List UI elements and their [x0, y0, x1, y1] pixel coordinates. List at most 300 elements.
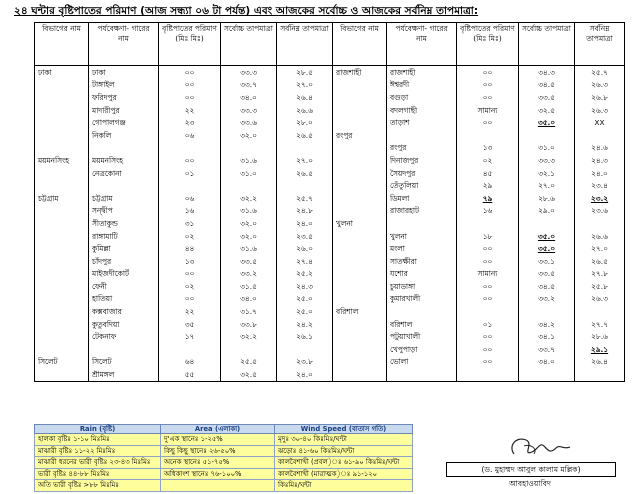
max-temp-cell: ৩২.১: [519, 167, 575, 180]
max-temp-cell: [221, 343, 277, 356]
rainfall-cell: ০০: [159, 66, 221, 79]
legend-wind-cell: মৃদুঃ ৩০-৪০ কিঃমিঃ/ঘন্টা: [275, 434, 413, 446]
min-temp-cell: ২৬.৩: [575, 104, 625, 117]
max-temp-cell: ৩২.২: [221, 192, 277, 205]
max-temp-cell: ৩২.০: [221, 129, 277, 142]
division-cell: [333, 242, 387, 255]
legend-wind-cell: ঝড়োঃ ৪১-৬০ কিঃমিঃ/ঘন্টা: [275, 445, 413, 457]
station-cell: টাঙ্গাইল: [89, 79, 159, 92]
legend-header-area: Area (এলাকা): [161, 425, 275, 434]
division-cell: [35, 343, 89, 356]
max-temp-cell: ৩২.৫: [221, 368, 277, 381]
division-cell: [35, 293, 89, 306]
division-cell: সিলেট: [35, 356, 89, 369]
legend-header-rain: Rain (বৃষ্টি): [35, 425, 161, 434]
min-temp-cell: [575, 305, 625, 318]
station-cell: নেত্রকোনা: [89, 167, 159, 180]
min-temp-cell: ২৪.৮: [277, 205, 333, 218]
rainfall-cell: ০২: [159, 230, 221, 243]
division-cell: [333, 79, 387, 92]
page-title: ২৪ ঘন্টার বৃষ্টিপাতের পরিমাণ (আজ সন্ধ্যা ০৬ টা পর্যন্ত) এবং আজকের সর্বোচ্চ ও আজকের সর্বনিম্ন তাপমাত্রা:: [14, 5, 479, 17]
station-cell: ঢাকা: [89, 66, 159, 79]
station-cell: গোপালগঞ্জ: [89, 116, 159, 129]
table-row: [35, 79, 625, 92]
rainfall-cell: ০১: [457, 318, 519, 331]
rainfall-cell: [457, 368, 519, 381]
table-row: [35, 192, 625, 205]
station-cell: মাইজদীকোর্ট: [89, 268, 159, 281]
rainfall-cell: ০০: [457, 116, 519, 129]
table-row: [35, 217, 625, 230]
division-cell: [35, 255, 89, 268]
min-temp-cell: ২৩.৪: [575, 179, 625, 192]
rainfall-cell: ০০: [457, 330, 519, 343]
rainfall-cell: ৩১: [159, 217, 221, 230]
rainfall-cell: ০৬: [159, 192, 221, 205]
min-temp-cell: ২৪.০: [277, 368, 333, 381]
max-temp-cell: ২৯.০: [519, 205, 575, 218]
min-temp-cell: ২৬.৮: [575, 91, 625, 104]
rainfall-cell: সামান্য: [457, 268, 519, 281]
station-cell: চট্টগ্রাম: [89, 192, 159, 205]
max-temp-cell: [221, 142, 277, 155]
min-temp-cell: ২৪.৩: [277, 280, 333, 293]
station-cell: শ্রীমঙ্গল: [89, 368, 159, 381]
table-row: [35, 91, 625, 104]
max-temp-cell: ৩২.৫: [519, 104, 575, 117]
station-cell: ফেনী: [89, 280, 159, 293]
min-temp-cell: ২৩.৮: [277, 356, 333, 369]
min-temp-cell: ২৭.০: [575, 242, 625, 255]
min-temp-cell: ২৫.০: [277, 305, 333, 318]
station-cell: দিনাজপুর: [387, 154, 457, 167]
table-row: [35, 343, 625, 356]
division-cell: [35, 205, 89, 218]
max-temp-cell: ৩১.৬: [221, 205, 277, 218]
min-temp-cell: ২৭.৪: [277, 255, 333, 268]
division-cell: [333, 205, 387, 218]
min-temp-cell: ২৫.৭: [277, 192, 333, 205]
max-temp-cell: ৩৪.১: [519, 330, 575, 343]
rainfall-cell: ১৮: [457, 230, 519, 243]
station-cell: [89, 142, 159, 155]
min-temp-cell: ২৪.২: [277, 318, 333, 331]
max-temp-cell: ৩৪.০: [519, 356, 575, 369]
min-temp-cell: ২৬.১: [277, 330, 333, 343]
max-temp-cell: ৩৪.২: [519, 318, 575, 331]
rainfall-cell: ০০: [159, 268, 221, 281]
table-row: [35, 116, 625, 129]
station-cell: সীতাকুন্ড: [89, 217, 159, 230]
table-row: [35, 255, 625, 268]
table-row: [35, 179, 625, 192]
legend-area-cell: অনেক স্থানেঃ ৫১-৭৫%: [161, 457, 275, 469]
station-cell: যশোর: [387, 268, 457, 281]
rainfall-cell: ০০: [457, 242, 519, 255]
station-cell: [387, 368, 457, 381]
rainfall-cell: ৪৪: [159, 242, 221, 255]
station-cell: ঈশ্বরদী: [387, 79, 457, 92]
rainfall-cell: ১৭: [159, 330, 221, 343]
min-temp-cell: ২৭.৮: [575, 268, 625, 281]
header-division: বিভাগের নাম: [333, 23, 387, 66]
legend-area-cell: কিছু কিছু স্থানেঃ ২৬-৫০%: [161, 445, 275, 457]
min-temp-cell: ২৮.০: [277, 116, 333, 129]
header-max-temp: সর্বোচ্চ তাপমাত্রা: [221, 23, 277, 66]
rainfall-cell: [457, 129, 519, 142]
division-cell: খুলনা: [333, 217, 387, 230]
min-temp-cell: ২৪.৩: [575, 154, 625, 167]
rainfall-cell: ০০: [159, 79, 221, 92]
station-cell: মাদারীপুর: [89, 104, 159, 117]
station-cell: সৈয়দপুর: [387, 167, 457, 180]
rainfall-cell: ০০: [159, 293, 221, 306]
header-rainfall: বৃষ্টিপাতের পরিমাণ (মিঃ মিঃ): [159, 23, 221, 66]
rainfall-cell: ০০: [457, 343, 519, 356]
max-temp-cell: ৩৩.৬: [221, 116, 277, 129]
division-cell: [35, 179, 89, 192]
min-temp-cell: [575, 368, 625, 381]
legend-row: [35, 457, 413, 469]
legend-row: [35, 480, 413, 492]
division-cell: [35, 142, 89, 155]
rainfall-cell: ১৩: [457, 142, 519, 155]
station-cell: খেপুপাড়া: [387, 343, 457, 356]
header-min-temp: সর্বনিম্ন তাপমাত্রা: [575, 23, 625, 66]
division-cell: [333, 343, 387, 356]
max-temp-cell: ৩৩.৫: [221, 255, 277, 268]
rainfall-cell: সামান্য: [457, 104, 519, 117]
legend-wind-cell: কালবৈশাখী (মারাত্মক)ঃ ৯১-১২০: [275, 468, 413, 480]
legend-rain-cell: মাঝারী বৃষ্টিঃ ১১-২২ মিঃমিঃ: [35, 445, 161, 457]
table-row: [35, 293, 625, 306]
max-temp-cell: ৩৩.৩: [221, 104, 277, 117]
rainfall-cell: ০৬: [159, 129, 221, 142]
station-cell: সন্দ্বীপ: [89, 205, 159, 218]
division-cell: [333, 330, 387, 343]
header-division: বিভাগের নাম: [35, 23, 89, 66]
division-cell: রংপুর: [333, 129, 387, 142]
table-row: [35, 66, 625, 79]
min-temp-cell: ২৬.৫: [575, 255, 625, 268]
division-cell: [333, 356, 387, 369]
rainfall-cell: ০০: [457, 293, 519, 306]
header-max-temp: সর্বোচ্চ তাপমাত্রা: [519, 23, 575, 66]
station-cell: তেঁতুলিয়া: [387, 179, 457, 192]
min-temp-cell: [277, 343, 333, 356]
header-rainfall: বৃষ্টিপাতের পরিমাণ (মিঃ মিঃ): [457, 23, 519, 66]
min-temp-cell: ২৮.৬: [575, 330, 625, 343]
division-cell: [35, 318, 89, 331]
station-cell: [387, 217, 457, 230]
station-cell: ময়মনসিংহ: [89, 154, 159, 167]
rainfall-cell: [159, 142, 221, 155]
max-temp-cell: ৩২.২: [221, 330, 277, 343]
max-temp-cell: ৩৩.৫: [519, 91, 575, 104]
division-cell: [333, 318, 387, 331]
min-temp-cell: ২৭.০: [277, 79, 333, 92]
max-temp-cell: ৩৩.১: [519, 255, 575, 268]
division-cell: চট্টগ্রাম: [35, 192, 89, 205]
max-temp-cell: ৩৩.৩: [519, 154, 575, 167]
rainfall-cell: ৭৯: [457, 192, 519, 205]
station-cell: বরিশাল: [387, 318, 457, 331]
division-cell: [35, 368, 89, 381]
legend-row: [35, 468, 413, 480]
max-temp-cell: ৩৫.০: [519, 230, 575, 243]
min-temp-cell: ২৫.০: [277, 293, 333, 306]
rainfall-cell: ০০: [457, 91, 519, 104]
division-cell: রাজশাহী: [333, 66, 387, 79]
station-cell: হাতিয়া: [89, 293, 159, 306]
station-cell: [89, 343, 159, 356]
min-temp-cell: ২৩.৬: [575, 205, 625, 218]
division-cell: [35, 104, 89, 117]
division-cell: [35, 305, 89, 318]
min-temp-cell: ২৯.১: [575, 343, 625, 356]
legend-rain-cell: মাঝারী ধরনের ভারী বৃষ্টিঃ ২৩-৪৩ মিঃমিঃ: [35, 457, 161, 469]
max-temp-cell: ৩১.৭: [221, 305, 277, 318]
min-temp-cell: ২৭.৭: [575, 318, 625, 331]
max-temp-cell: [519, 368, 575, 381]
legend-row: [35, 445, 413, 457]
division-cell: [333, 179, 387, 192]
station-cell: রংপুর: [387, 142, 457, 155]
station-cell: ডিমলা: [387, 192, 457, 205]
min-temp-cell: ২৬.০: [277, 242, 333, 255]
rainfall-cell: [159, 179, 221, 192]
division-cell: [333, 104, 387, 117]
weather-table: [34, 22, 625, 382]
division-cell: [333, 293, 387, 306]
rainfall-cell: ০০: [457, 66, 519, 79]
division-cell: [333, 192, 387, 205]
station-cell: কুমিল্লা: [89, 242, 159, 255]
rainfall-cell: ০০: [159, 91, 221, 104]
max-temp-cell: ৩৫.০: [519, 242, 575, 255]
table-row: [35, 305, 625, 318]
division-cell: [35, 91, 89, 104]
legend-rain-cell: অতি ভারী বৃষ্টিঃ >৮৮ মিঃমিঃ: [35, 480, 161, 492]
rainfall-cell: [457, 217, 519, 230]
division-cell: [35, 79, 89, 92]
max-temp-cell: ৩৫.০: [519, 116, 575, 129]
min-temp-cell: ২৬.৬: [277, 104, 333, 117]
max-temp-cell: ৩৪.০: [221, 293, 277, 306]
table-row: [35, 205, 625, 218]
division-cell: [35, 280, 89, 293]
station-cell: [387, 129, 457, 142]
min-temp-cell: ২৫.৮: [575, 280, 625, 293]
table-row: [35, 368, 625, 381]
station-cell: টেকনাফ: [89, 330, 159, 343]
table-row: [35, 167, 625, 180]
legend-header-wind: Wind Speed (বাতাস গতি): [275, 425, 413, 434]
table-row: [35, 142, 625, 155]
division-cell: [35, 268, 89, 281]
division-cell: [333, 142, 387, 155]
table-row: [35, 129, 625, 142]
legend-area-cell: অধিকাংশ স্থানেঃ ৭৬-১০০%: [161, 468, 275, 480]
max-temp-cell: ৩৪.৫: [519, 280, 575, 293]
rainfall-cell: ০২: [159, 280, 221, 293]
rainfall-cell: ৩৫: [159, 318, 221, 331]
table-row: [35, 242, 625, 255]
division-cell: [35, 217, 89, 230]
division-cell: [333, 116, 387, 129]
station-cell: মংলা: [387, 242, 457, 255]
min-temp-cell: [575, 217, 625, 230]
station-cell: [89, 179, 159, 192]
max-temp-cell: ৩২.০: [221, 230, 277, 243]
header-station: পর্যবেক্ষণা- গারের নাম: [89, 23, 159, 66]
min-temp-cell: ২৬.৩: [575, 79, 625, 92]
legend-table: [34, 424, 413, 492]
station-cell: পটুয়াখালী: [387, 330, 457, 343]
min-temp-cell: ২৪.০: [575, 167, 625, 180]
division-cell: [35, 116, 89, 129]
station-cell: রাঙ্গামাটি: [89, 230, 159, 243]
division-cell: [35, 330, 89, 343]
division-cell: [333, 268, 387, 281]
max-temp-cell: ২৭.০: [519, 179, 575, 192]
station-cell: সিলেট: [89, 356, 159, 369]
max-temp-cell: ২৮.৬: [519, 192, 575, 205]
rainfall-cell: ০১: [159, 167, 221, 180]
station-cell: রাজশাহী: [387, 66, 457, 79]
station-cell: কুতুবদিয়া: [89, 318, 159, 331]
division-cell: ময়মনসিংহ: [35, 154, 89, 167]
min-temp-cell: ২৬.৫: [277, 167, 333, 180]
division-cell: [333, 91, 387, 104]
station-cell: খুলনা: [387, 230, 457, 243]
rainfall-cell: [457, 305, 519, 318]
signature-image: [504, 432, 574, 462]
min-temp-cell: ২৩.৫: [277, 230, 333, 243]
rainfall-cell: ২২: [159, 305, 221, 318]
legend-rain-cell: হালকা বৃষ্টিঃ ১-১০ মিঃমিঃ: [35, 434, 161, 446]
signatory-name: (ড. মুহাম্মদ আবুল কালাম মল্লিক): [446, 462, 616, 477]
max-temp-cell: ৩৩.৭: [221, 79, 277, 92]
station-cell: বদলগাছী: [387, 104, 457, 117]
station-cell: ফরিদপুর: [89, 91, 159, 104]
min-temp-cell: ২৬.৪: [575, 356, 625, 369]
division-cell: ঢাকা: [35, 66, 89, 79]
rainfall-cell: ২৩: [159, 116, 221, 129]
max-temp-cell: ৩৪.৫: [519, 79, 575, 92]
division-cell: বরিশাল: [333, 305, 387, 318]
max-temp-cell: ৩৪.৩: [519, 66, 575, 79]
max-temp-cell: ৩১.৫: [221, 280, 277, 293]
max-temp-cell: ৩২.০: [221, 217, 277, 230]
rainfall-cell: ২৯: [457, 179, 519, 192]
division-cell: [333, 368, 387, 381]
rainfall-cell: ২২: [159, 104, 221, 117]
table-row: [35, 104, 625, 117]
min-temp-cell: ২৬.৬: [575, 230, 625, 243]
legend-area-cell: দু'এক স্থানেঃ ১-২৫%: [161, 434, 275, 446]
min-temp-cell: ২৭.০: [277, 154, 333, 167]
station-cell: [387, 305, 457, 318]
min-temp-cell: ২৫.২: [277, 268, 333, 281]
max-temp-cell: ৩৩.২: [519, 293, 575, 306]
max-temp-cell: ৩৩.৫: [519, 268, 575, 281]
table-row: [35, 268, 625, 281]
header-min-temp: সর্বনিম্ন তাপমাত্রা: [277, 23, 333, 66]
max-temp-cell: [519, 217, 575, 230]
division-cell: [35, 242, 89, 255]
station-cell: রাজারহাট: [387, 205, 457, 218]
rainfall-cell: ৬৪: [159, 356, 221, 369]
rainfall-cell: ০২: [457, 154, 519, 167]
min-temp-cell: ২৪.০: [277, 217, 333, 230]
rainfall-cell: ১৬: [159, 205, 221, 218]
station-cell: বগুড়া: [387, 91, 457, 104]
max-temp-cell: ৩১.৬: [221, 154, 277, 167]
division-cell: [333, 167, 387, 180]
min-temp-cell: XX: [575, 116, 625, 129]
table-row: [35, 280, 625, 293]
table-row: [35, 230, 625, 243]
max-temp-cell: ৩১.০: [221, 167, 277, 180]
min-temp-cell: [277, 179, 333, 192]
min-temp-cell: ২৬.৩: [575, 293, 625, 306]
division-cell: [333, 154, 387, 167]
legend-wind-cell: কিঃমিঃ/ঘন্টা: [275, 480, 413, 492]
min-temp-cell: ২৩.২: [575, 192, 625, 205]
table-header-row: [35, 23, 625, 66]
station-cell: ভোলা: [387, 356, 457, 369]
max-temp-cell: ৩১.৬: [221, 242, 277, 255]
max-temp-cell: ৩৩.৮: [221, 318, 277, 331]
legend-wind-cell: কালবৈশাখী (প্রবল)ঃ ৬১-৯০ কিঃমিঃ/ঘন্টা: [275, 457, 413, 469]
rainfall-cell: ০০: [457, 255, 519, 268]
max-temp-cell: ৩৩.৩: [221, 66, 277, 79]
max-temp-cell: ৩৪.০: [221, 91, 277, 104]
max-temp-cell: ৩৩.২: [221, 268, 277, 281]
legend-row: [35, 434, 413, 446]
min-temp-cell: ২৫.৭: [575, 66, 625, 79]
signatory-role: আবহাওয়াবিদ: [509, 479, 551, 488]
division-cell: [35, 167, 89, 180]
max-temp-cell: [221, 179, 277, 192]
division-cell: [333, 230, 387, 243]
rainfall-cell: ১৬: [457, 205, 519, 218]
division-cell: [35, 129, 89, 142]
min-temp-cell: ২৬.৫: [277, 129, 333, 142]
station-cell: নিকলি: [89, 129, 159, 142]
table-row: [35, 330, 625, 343]
table-row: [35, 154, 625, 167]
rainfall-cell: ০০: [457, 280, 519, 293]
max-temp-cell: ২৫.৫: [221, 356, 277, 369]
max-temp-cell: ৩১.০: [519, 142, 575, 155]
station-cell: সাতক্ষীরা: [387, 255, 457, 268]
station-cell: কুমারখালী: [387, 293, 457, 306]
station-cell: চুয়াডাঙ্গা: [387, 280, 457, 293]
rainfall-cell: ৪৫: [457, 167, 519, 180]
station-cell: তাড়াশ: [387, 116, 457, 129]
min-temp-cell: [575, 129, 625, 142]
max-temp-cell: [519, 305, 575, 318]
legend-area-cell: [161, 480, 275, 492]
rainfall-cell: ১৩: [159, 255, 221, 268]
max-temp-cell: ৩৩.৭: [519, 343, 575, 356]
rainfall-cell: ৫৫: [159, 368, 221, 381]
legend-rain-cell: ভারী বৃষ্টিঃ ৪৪-৮৮ মিঃমিঃ: [35, 468, 161, 480]
division-cell: [333, 255, 387, 268]
min-temp-cell: [277, 142, 333, 155]
